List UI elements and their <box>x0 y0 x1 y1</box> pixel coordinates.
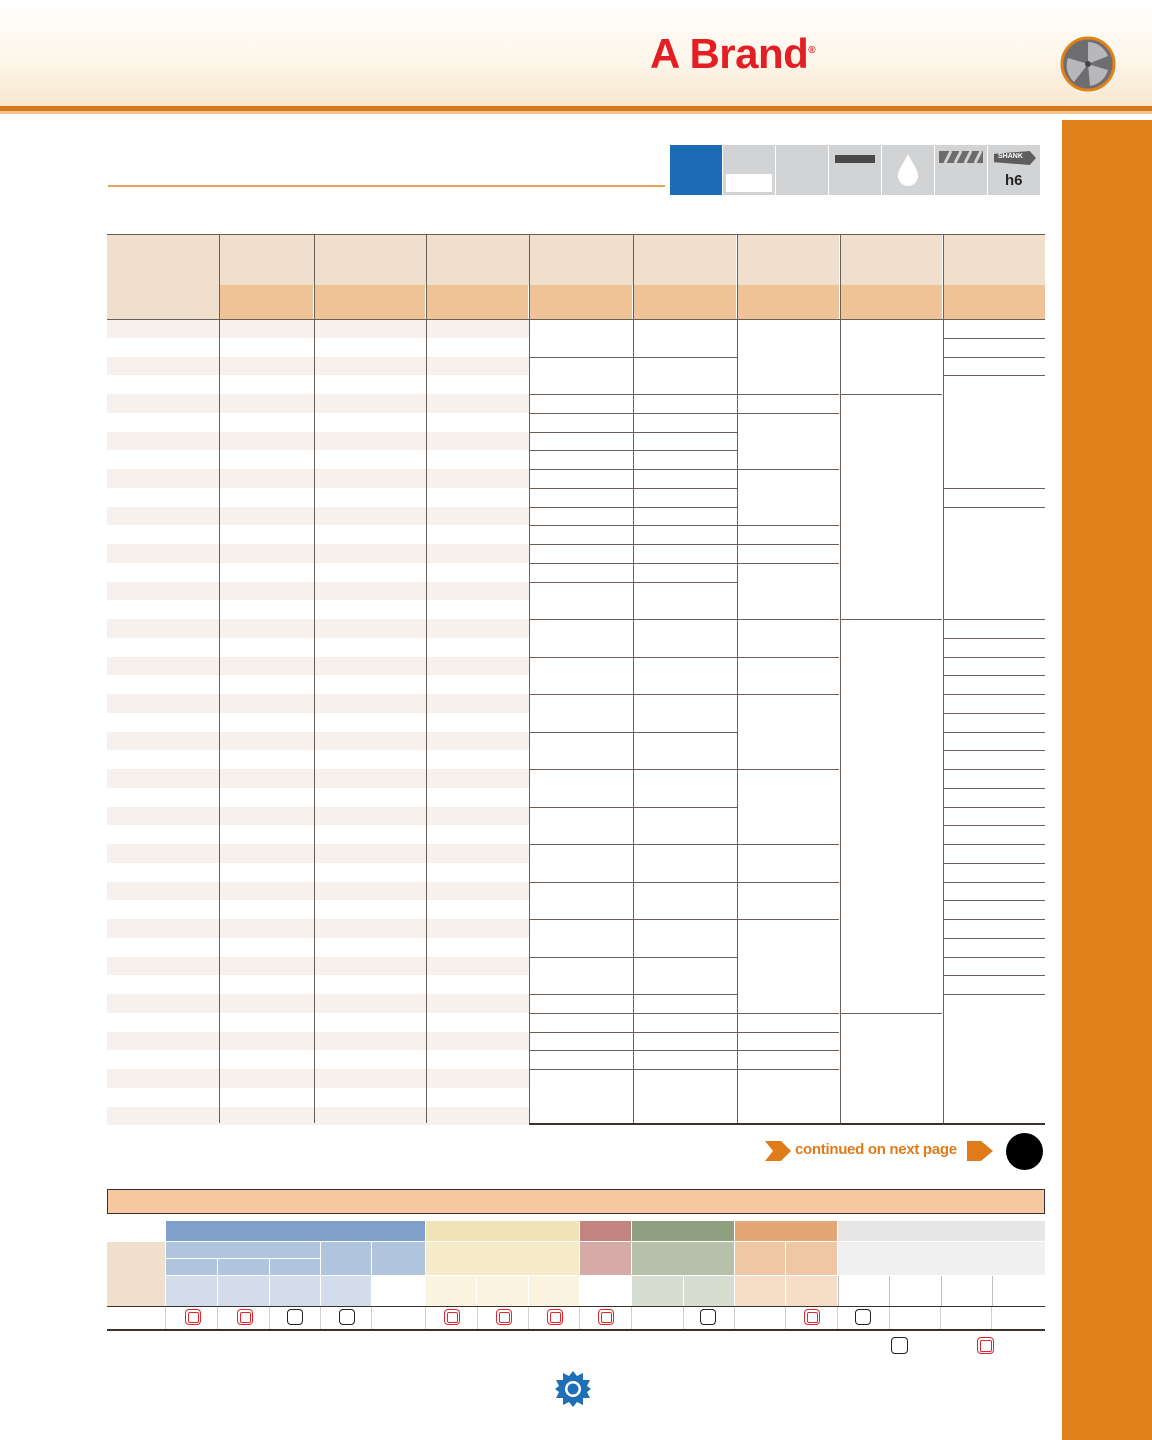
shank-icon <box>988 145 1040 195</box>
material-mark-divider <box>940 1307 941 1329</box>
row-divider <box>943 675 1045 676</box>
table-row <box>107 525 529 544</box>
material-subgroup-2 <box>321 1242 371 1275</box>
table-subheader-7 <box>840 285 942 319</box>
table-row <box>107 938 529 957</box>
row-divider <box>529 469 737 470</box>
material-subtype-5 <box>426 1276 476 1306</box>
product-grid-table <box>107 234 1045 1125</box>
red-square-icon <box>237 1309 253 1325</box>
material-subtype-1 <box>166 1276 217 1306</box>
row-divider <box>529 919 737 920</box>
row-divider <box>840 1013 942 1014</box>
table-row <box>107 638 529 657</box>
row-divider <box>529 432 737 433</box>
table-header-col-a <box>737 235 839 285</box>
row-divider <box>737 657 839 658</box>
column-divider <box>737 235 738 1123</box>
material-mark-divider <box>991 1307 992 1329</box>
material-mark-divider <box>217 1307 218 1329</box>
row-divider <box>529 1050 737 1051</box>
material-group-header-1 <box>166 1221 425 1241</box>
material-mark-divider <box>371 1307 372 1329</box>
black-square-icon <box>891 1337 908 1354</box>
table-row <box>107 469 529 488</box>
material-group-header-2 <box>426 1221 579 1241</box>
row-divider <box>529 844 737 845</box>
row-divider <box>737 394 839 395</box>
material-label-cell <box>107 1242 165 1306</box>
material-mark-divider <box>631 1307 632 1329</box>
table-subheader-8 <box>943 285 1045 319</box>
continued-label: continued on next page <box>795 1141 957 1158</box>
material-subtype-divider <box>889 1276 890 1306</box>
table-row <box>107 694 529 713</box>
orange-arrow-icon-left <box>765 1141 791 1161</box>
material-mark-divider <box>837 1307 838 1329</box>
red-square-icon <box>496 1309 512 1325</box>
flute-length-icon <box>723 145 775 195</box>
table-subheader-4 <box>529 285 632 319</box>
table-header-col-b <box>840 235 942 285</box>
row-divider <box>529 694 737 695</box>
row-divider <box>737 544 839 545</box>
material-group-header-3 <box>580 1221 631 1241</box>
blank-feature-icon <box>776 145 828 195</box>
material-subtype-4 <box>321 1276 371 1306</box>
table-row <box>107 807 529 826</box>
material-mark-divider <box>889 1307 890 1329</box>
red-square-icon <box>547 1309 563 1325</box>
brand-name: A Brand <box>650 30 809 77</box>
row-divider <box>943 844 1045 845</box>
table-row <box>107 750 529 769</box>
material-subtype-divider <box>941 1276 942 1306</box>
material-header-rule <box>107 1306 1045 1307</box>
black-square-icon <box>855 1309 871 1325</box>
row-divider <box>943 825 1045 826</box>
column-divider <box>840 235 841 1123</box>
table-row <box>107 488 529 507</box>
row-divider <box>943 694 1045 695</box>
row-divider <box>737 769 839 770</box>
row-divider <box>529 394 737 395</box>
material-mark-divider <box>269 1307 270 1329</box>
table-row <box>107 769 529 788</box>
black-square-icon <box>700 1309 716 1325</box>
row-divider <box>737 919 839 920</box>
row-divider <box>529 657 737 658</box>
table-header-col-c <box>943 235 1045 285</box>
table-row <box>107 394 529 413</box>
row-divider <box>943 657 1045 658</box>
row-divider <box>529 882 737 883</box>
material-subgroup-5 <box>580 1242 631 1275</box>
row-divider <box>529 357 737 358</box>
brand-mark: ® <box>808 45 816 56</box>
material-subgroup-4 <box>426 1242 579 1275</box>
table-row <box>107 413 529 432</box>
row-divider <box>529 582 737 583</box>
material-subtype-3 <box>270 1276 320 1306</box>
row-divider <box>529 769 737 770</box>
row-divider <box>943 488 1045 489</box>
material-mark-divider <box>785 1307 786 1329</box>
column-divider <box>943 235 944 1123</box>
material-subtype-8 <box>632 1276 683 1306</box>
row-divider <box>943 900 1045 901</box>
row-divider <box>737 1050 839 1051</box>
red-square-icon <box>598 1309 614 1325</box>
coolant-drop-icon <box>882 145 934 195</box>
material-group-header-4 <box>632 1221 734 1241</box>
material-subgroup-3 <box>372 1242 425 1275</box>
osg-logo-icon <box>554 1370 592 1408</box>
row-divider <box>529 1013 737 1014</box>
row-divider <box>529 488 737 489</box>
material-subgroup-6 <box>632 1242 734 1275</box>
material-subtype-divider <box>992 1276 993 1306</box>
material-mark-divider <box>320 1307 321 1329</box>
row-divider <box>529 994 737 995</box>
title-rule <box>108 185 665 187</box>
table-row <box>107 825 529 844</box>
column-divider <box>219 235 220 1123</box>
table-row <box>107 319 529 338</box>
table-row <box>107 713 529 732</box>
material-subtype-2 <box>218 1276 269 1306</box>
red-square-icon <box>977 1337 994 1354</box>
row-divider <box>943 882 1045 883</box>
header-bottom-rule <box>107 319 1045 320</box>
material-group-header-5 <box>735 1221 837 1241</box>
row-divider <box>943 357 1045 358</box>
material-subtype-11 <box>786 1276 837 1306</box>
table-row <box>107 1069 529 1088</box>
table-row <box>107 675 529 694</box>
row-divider <box>943 507 1045 508</box>
row-divider <box>943 807 1045 808</box>
material-mark-divider <box>734 1307 735 1329</box>
material-mark-divider <box>425 1307 426 1329</box>
table-header-first-column <box>107 235 219 319</box>
table-row <box>107 563 529 582</box>
table-row <box>107 507 529 526</box>
table-row <box>107 919 529 938</box>
row-divider <box>737 1032 839 1033</box>
row-divider <box>943 919 1045 920</box>
row-divider <box>943 769 1045 770</box>
row-divider <box>529 525 737 526</box>
row-divider <box>943 788 1045 789</box>
table-row <box>107 338 529 357</box>
coating-bar-icon <box>829 145 881 195</box>
row-divider <box>529 619 737 620</box>
table-row <box>107 788 529 807</box>
table-row <box>107 619 529 638</box>
material-subtype-9 <box>684 1276 734 1306</box>
red-square-icon <box>804 1309 820 1325</box>
row-divider <box>737 563 839 564</box>
table-row <box>107 544 529 563</box>
row-divider <box>529 413 737 414</box>
row-divider <box>529 1032 737 1033</box>
table-subheader-6 <box>737 285 839 319</box>
table-row <box>107 357 529 376</box>
material-subgroup-divider <box>269 1258 270 1275</box>
table-row <box>107 450 529 469</box>
row-divider <box>943 638 1045 639</box>
row-divider <box>737 1069 839 1070</box>
row-divider <box>737 844 839 845</box>
row-divider <box>529 544 737 545</box>
table-row <box>107 844 529 863</box>
table-row <box>107 732 529 751</box>
material-mark-divider <box>528 1307 529 1329</box>
table-row <box>107 432 529 451</box>
orange-arrow-icon <box>967 1141 993 1161</box>
material-table-title-bar <box>107 1189 1045 1214</box>
row-divider <box>737 413 839 414</box>
row-divider <box>943 713 1045 714</box>
row-divider <box>737 469 839 470</box>
row-divider <box>943 938 1045 939</box>
point-angle-icon <box>935 145 987 195</box>
material-suitability-table <box>107 1189 1045 1331</box>
table-row <box>107 900 529 919</box>
table-row <box>107 957 529 976</box>
row-divider <box>943 338 1045 339</box>
table-subheader-5 <box>633 285 736 319</box>
row-divider <box>529 450 737 451</box>
column-divider <box>633 235 634 1123</box>
table-row <box>107 600 529 619</box>
table-row <box>107 1107 529 1126</box>
row-divider <box>943 619 1045 620</box>
row-divider <box>943 375 1045 376</box>
table-row <box>107 582 529 601</box>
table-subheader-1 <box>219 285 313 319</box>
column-divider <box>426 235 427 1123</box>
page-header <box>0 0 1152 110</box>
row-divider <box>943 863 1045 864</box>
shank-tolerance: h6 <box>1005 172 1023 189</box>
continued-notice <box>765 1138 995 1164</box>
material-mark-divider <box>477 1307 478 1329</box>
table-header-group-dimensions <box>219 235 736 285</box>
row-divider <box>737 619 839 620</box>
row-divider <box>529 507 737 508</box>
row-divider <box>943 732 1045 733</box>
material-group-header-6 <box>838 1221 1045 1241</box>
material-table-bottom-rule <box>107 1329 1045 1331</box>
table-subheader-2 <box>314 285 425 319</box>
table-row <box>107 657 529 676</box>
row-divider <box>737 694 839 695</box>
black-square-icon <box>287 1309 303 1325</box>
material-mark-divider <box>683 1307 684 1329</box>
material-subgroup-9 <box>838 1242 1045 1275</box>
red-square-icon <box>444 1309 460 1325</box>
table-row <box>107 863 529 882</box>
row-divider <box>943 994 1045 995</box>
material-subgroup-8 <box>786 1242 837 1275</box>
material-subgroup-divider <box>166 1258 320 1259</box>
table-row <box>107 882 529 901</box>
row-divider <box>737 1013 839 1014</box>
table-row <box>107 1050 529 1069</box>
row-divider <box>529 807 737 808</box>
row-divider <box>943 975 1045 976</box>
material-subtype-6 <box>477 1276 528 1306</box>
table-row <box>107 1013 529 1032</box>
shank-label: SHANK <box>998 153 1023 160</box>
row-divider <box>943 957 1045 958</box>
column-divider <box>314 235 315 1123</box>
table-row <box>107 1088 529 1107</box>
material-subtype-10 <box>735 1276 785 1306</box>
red-square-icon <box>185 1309 201 1325</box>
section-tab-bar <box>1062 120 1152 1440</box>
row-divider <box>529 732 737 733</box>
row-divider <box>943 750 1045 751</box>
material-mark-divider <box>165 1307 166 1329</box>
brand-logo <box>650 30 815 78</box>
table-subheader-3 <box>426 285 528 319</box>
tool-type-icon <box>670 145 722 195</box>
black-square-icon <box>339 1309 355 1325</box>
table-row <box>107 975 529 994</box>
row-divider <box>840 619 942 620</box>
header-rule-light <box>0 111 1152 114</box>
material-mark-divider <box>579 1307 580 1329</box>
material-subtype-divider <box>838 1276 839 1306</box>
material-subgroup-7 <box>735 1242 785 1275</box>
row-divider <box>529 1069 737 1070</box>
material-subtype-7 <box>529 1276 579 1306</box>
page-number-dot <box>1006 1133 1043 1170</box>
drill-cross-section-icon <box>1060 36 1116 92</box>
row-divider <box>840 394 942 395</box>
row-divider <box>737 882 839 883</box>
table-row <box>107 1032 529 1051</box>
row-divider <box>737 525 839 526</box>
material-subgroup-divider <box>217 1258 218 1275</box>
column-divider <box>529 235 530 1123</box>
row-divider <box>529 957 737 958</box>
row-divider <box>529 563 737 564</box>
table-row <box>107 994 529 1013</box>
table-row <box>107 375 529 394</box>
